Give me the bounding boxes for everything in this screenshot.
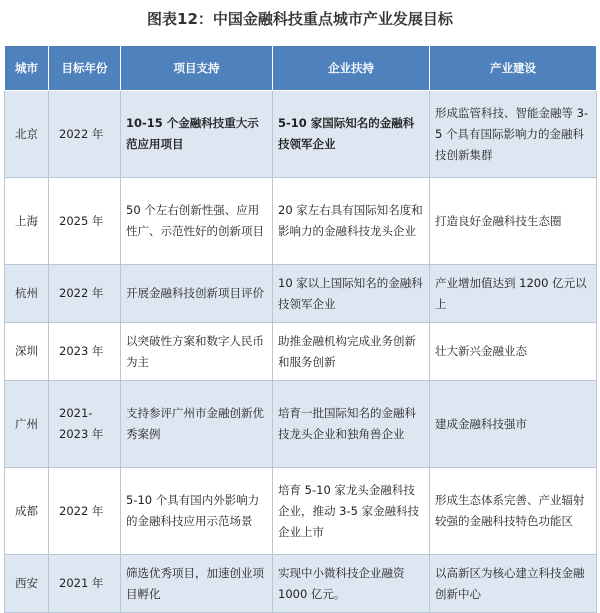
cell-city: 深圳 (5, 323, 49, 381)
city-goals-table (4, 45, 597, 613)
table-row (5, 91, 597, 178)
cell-enterprise: 培育一批国际知名的金融科技龙头企业和独角兽企业 (273, 381, 430, 468)
cell-city: 上海 (5, 178, 49, 265)
cell-project: 以突破性方案和数字人民币为主 (121, 323, 273, 381)
cell-industry: 以高新区为核心建立科技金融创新中心 (430, 555, 597, 613)
cell-industry: 壮大新兴金融业态 (430, 323, 597, 381)
cell-enterprise: 10 家以上国际知名的金融科技领军企业 (273, 265, 430, 323)
cell-enterprise: 实现中小微科技企业融资 1000 亿元。 (273, 555, 430, 613)
cell-enterprise: 培育 5-10 家龙头金融科技企业，推动 3-5 家金融科技企业上市 (273, 468, 430, 555)
cell-city: 杭州 (5, 265, 49, 323)
cell-city: 广州 (5, 381, 49, 468)
cell-project: 10-15 个金融科技重大示范应用项目 (121, 91, 273, 178)
cell-city: 成都 (5, 468, 49, 555)
cell-year: 2021 年 (49, 555, 121, 613)
cell-project: 支持参评广州市金融创新优秀案例 (121, 381, 273, 468)
table-row (5, 468, 597, 555)
figure-title: 图表12：中国金融科技重点城市产业发展目标 (147, 10, 453, 28)
cell-year: 2022 年 (49, 468, 121, 555)
cell-project: 50 个左右创新性强、应用性广、示范性好的创新项目 (121, 178, 273, 265)
table-header-row (5, 46, 597, 91)
cell-year: 2023 年 (49, 323, 121, 381)
cell-project: 5-10 个具有国内外影响力的金融科技应用示范场景 (121, 468, 273, 555)
header-project: 项目支持 (121, 46, 273, 91)
cell-enterprise: 助推金融机构完成业务创新和服务创新 (273, 323, 430, 381)
cell-project: 筛选优秀项目，加速创业项目孵化 (121, 555, 273, 613)
table-row (5, 265, 597, 323)
cell-year: 2025 年 (49, 178, 121, 265)
cell-city: 北京 (5, 91, 49, 178)
header-industry: 产业建设 (430, 46, 597, 91)
header-year: 目标年份 (49, 46, 121, 91)
table-row (5, 178, 597, 265)
header-enterprise: 企业扶持 (273, 46, 430, 91)
cell-industry: 建成金融科技强市 (430, 381, 597, 468)
cell-project: 开展金融科技创新项目评价 (121, 265, 273, 323)
cell-enterprise: 20 家左右具有国际知名度和影响力的金融科技龙头企业 (273, 178, 430, 265)
cell-industry: 形成监管科技、智能金融等 3-5 个具有国际影响力的金融科技创新集群 (430, 91, 597, 178)
header-city: 城市 (5, 46, 49, 91)
table-row (5, 381, 597, 468)
cell-year: 2022 年 (49, 91, 121, 178)
cell-year: 2022 年 (49, 265, 121, 323)
cell-industry: 形成生态体系完善、产业辐射较强的金融科技特色功能区 (430, 468, 597, 555)
table-row (5, 323, 597, 381)
table-row (5, 555, 597, 613)
cell-enterprise: 5-10 家国际知名的金融科技领军企业 (273, 91, 430, 178)
cell-year: 2021-2023 年 (49, 381, 121, 468)
cell-industry: 产业增加值达到 1200 亿元以上 (430, 265, 597, 323)
cell-city: 西安 (5, 555, 49, 613)
cell-industry: 打造良好金融科技生态圈 (430, 178, 597, 265)
